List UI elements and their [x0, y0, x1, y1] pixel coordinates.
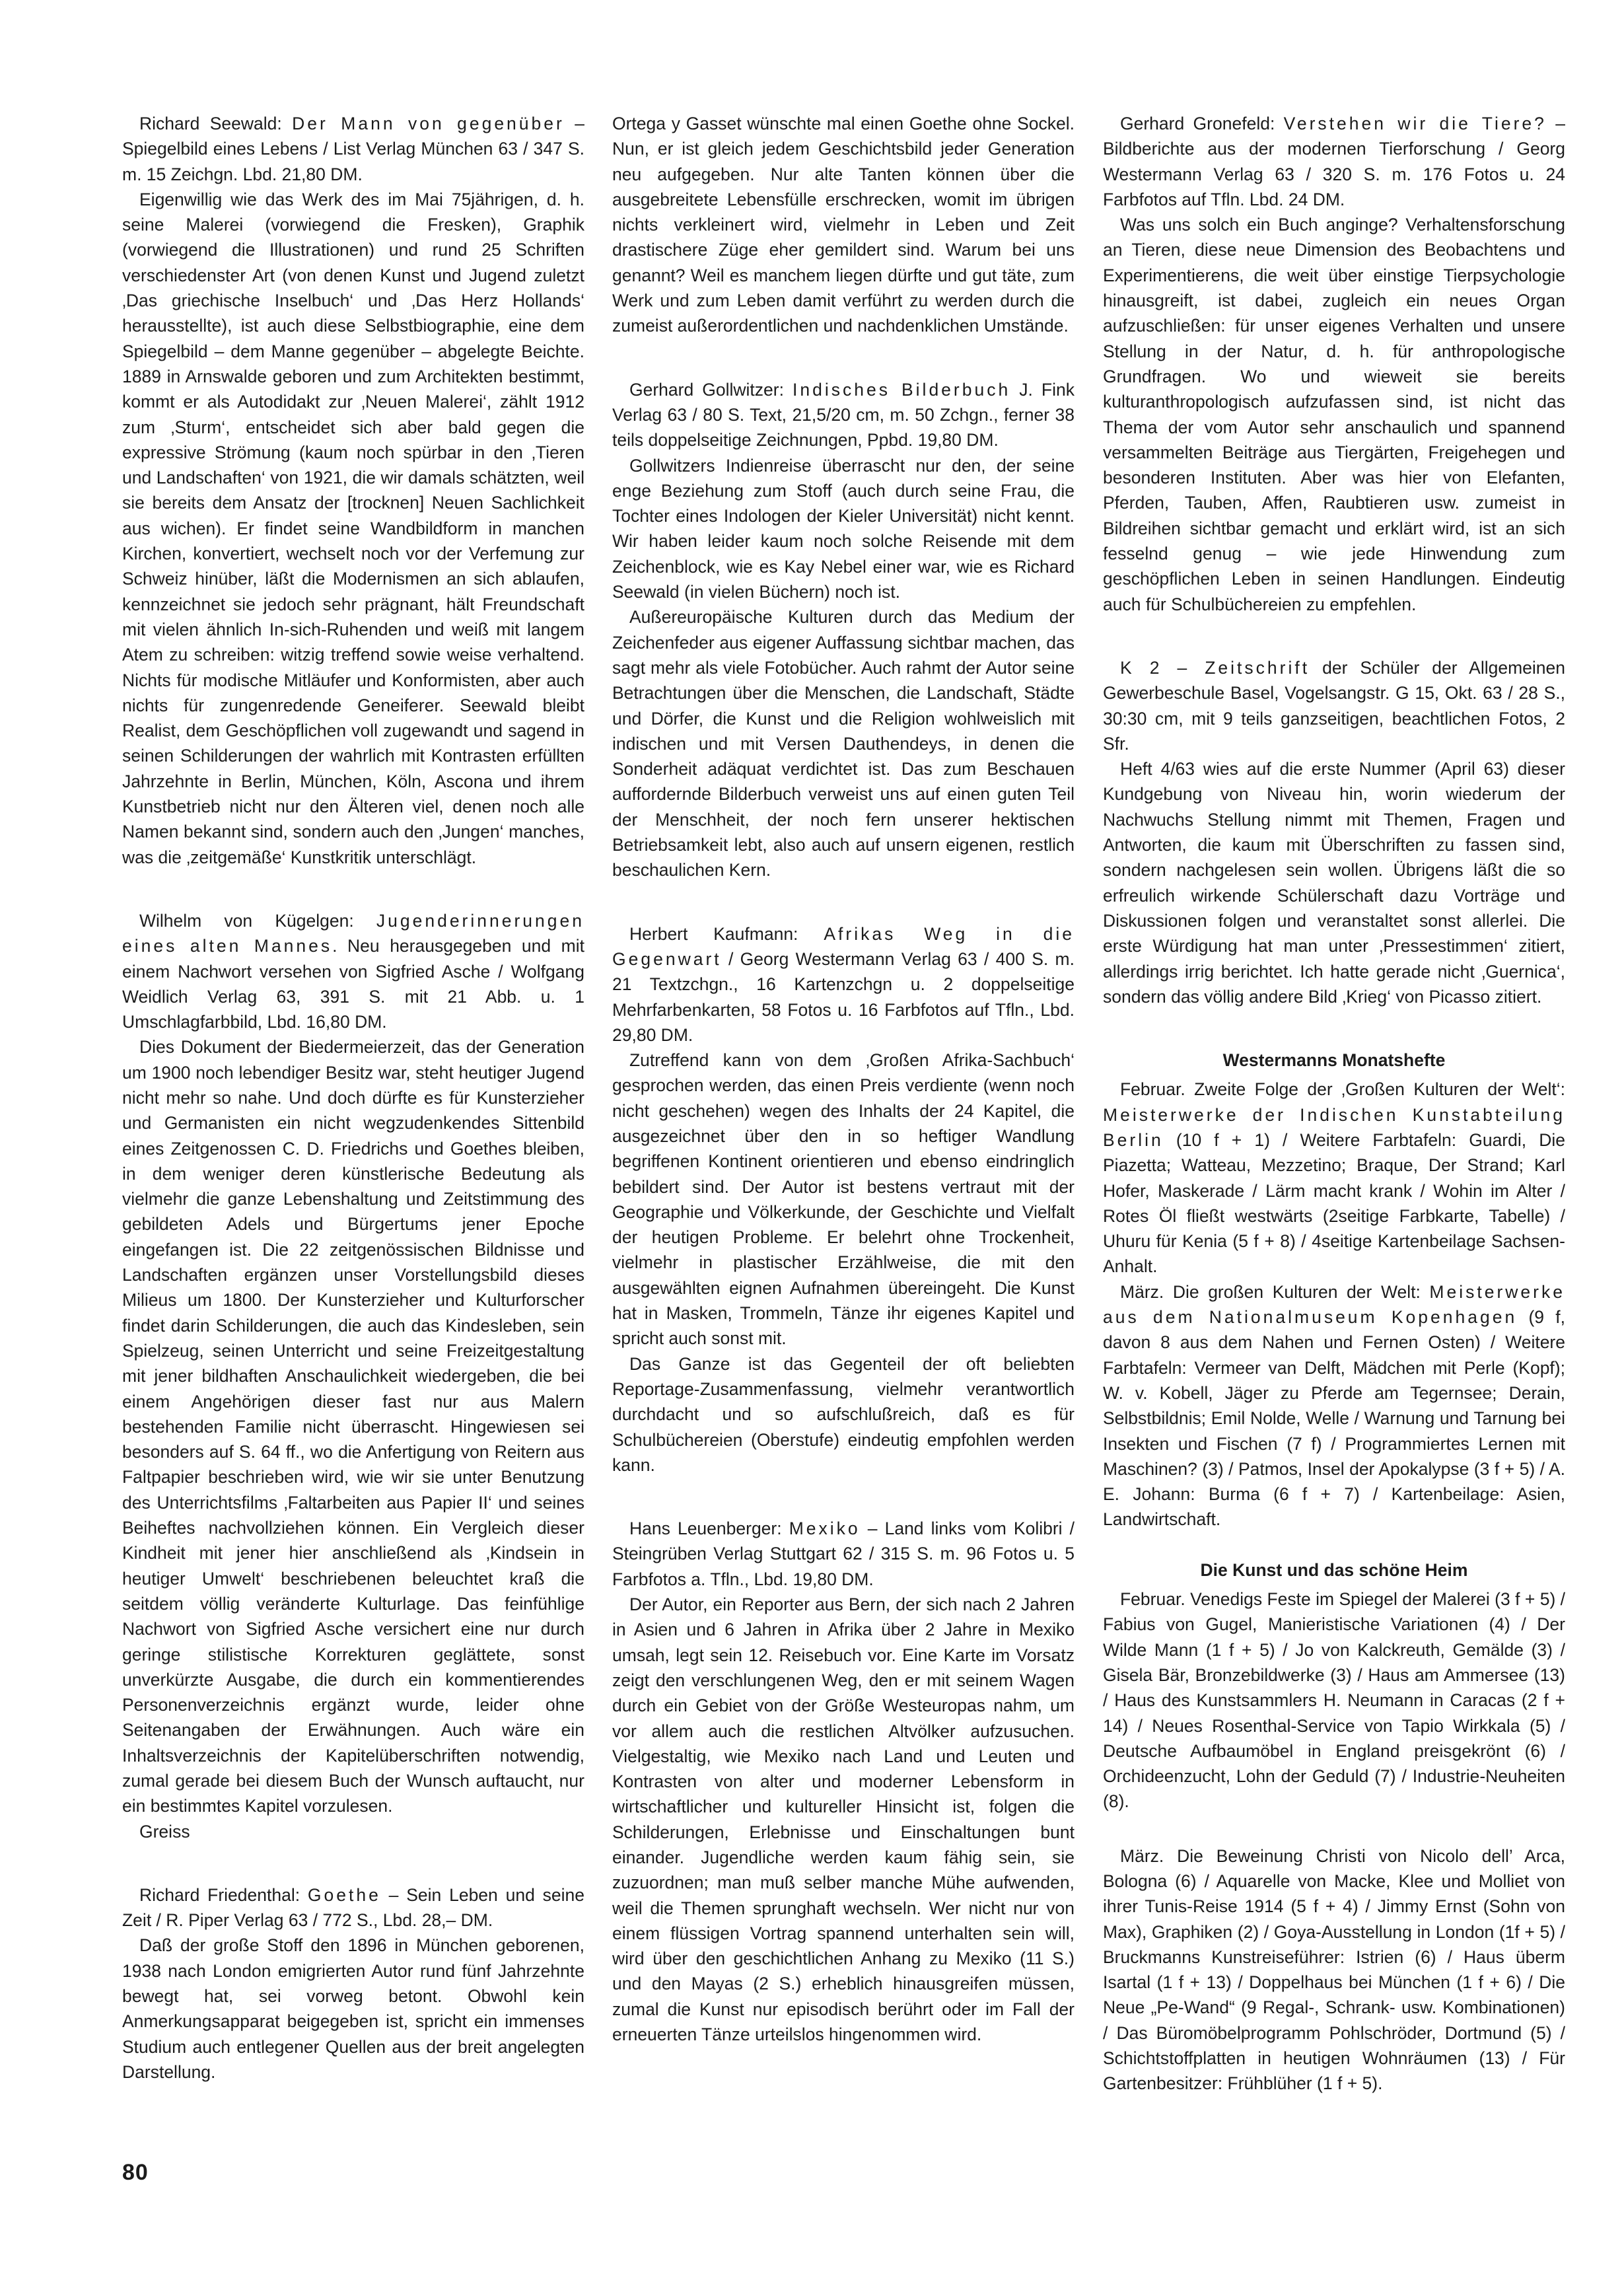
publication-details: – Spiegelbild eines Lebens / List Verlag München 63 / 347 S. m. 15 Zeichgn. Lbd. 21,80 DM. — [122, 114, 584, 184]
review-body: Eigenwillig wie das Werk des im Mai 75jährigen, d. h. seine Malerei (vorwiegend die Fresken), Graphik (vorwiegend die Illustrationen) und rund 25 Schriften verschiedenster Art (von denen Kunst und Jugend zuletzt ‚Das griechische Inselbuch‘ und ‚Das Herz Hollands‘ herausstellte), ist auch diese Selbstbiographie, eine dem Spiegelbild – dem Manne gegenüber – abgelegte Beichte. 1889 in Arnswalde geboren und zum Architekten bestimmt, kommt er als Autodidakt zur ‚Neuen Malerei‘, zählt 1912 zum ‚Sturm‘, entscheidet sich aber bald gegen die expressive Strömung (kaum noch spürbar in den ‚Tieren und Landschaften‘ von 1921, die wir damals schätzten, weil sie bereits dem Ansatz der [trocknen] Neuen Sachlichkeit aus wichen). Er findet seine Wandbildform in manchen Kirchen, konvertiert, wechselt noch vor der Verfemung zur Schweiz hinüber, läßt die Modernismen an sich ablaufen, kennzeichnet sie jedoch sehr prägnant, hält Freundschaft mit vielen ähnlich In-sich-Ruhenden und weiß mit langem Atem zu schreiben: witzig treffend sowie weise verhaltend. Nichts für modische Mitläufer und Konformisten, aber auch nichts für zungenredende Geneiferer. Seewald bleibt Realist, dem Geschöpflichen voll zugewandt und sagend in seinen Schilderungen der wahrlich mit Kontrasten erfüllten Jahrzehnte in Berlin, München, Köln, Ascona und ihrem Kunstbetrieb nicht nur den Älteren viel, denen noch alle Namen bekannt sind, sondern auch den ‚Jungen‘ manches, was die ‚zeitgemäße‘ Kunstkritik unterschlägt. — [122, 189, 584, 867]
review-heading — [122, 1882, 584, 1933]
review-gronefeld — [1103, 111, 1565, 617]
kunst-heim-march: März. Die Beweinung Christi von Nicolo dell’ Arca, Bologna (6) / Aquarelle von Macke, Klee und Molliet von ihrer Tunis-Reise 1914 (5 f + 4) / Jimmy Ernst (Sohn von Max), Graphiken (2) / Goya-Ausstellung in London (1f + 5) / Bruckmanns Kunstreiseführer: Istrien (6) / Haus überm Isartal (1 f + 13) / Doppelhaus bei München (1 f + 6) / Die Neue „Pe-Wand“ (9 Regal-, Schrank- usw. Kombinationen) / Das Büromöbelprogramm Pohlschröder, Dortmund (5) / Schichtstoffplatten in heutigen Wohnräumen (13) / Für Gartenbesitzer: Frühblüher (1 f + 5). — [1103, 1845, 1565, 2094]
book-title: Indisches Bilderbuch — [793, 379, 1011, 400]
publication-details: . Neu herausgegeben und mit einem Nachwort versehen von Sigfried Asche / Wolfgang Weidlich Verlag 63, 391 S. mit 21 Abb. u. 1 Umschlagfarbbild, Lbd. 16,80 DM. — [122, 936, 584, 1032]
review-friedenthal — [122, 1882, 584, 2085]
review-kuegelgen — [122, 908, 584, 1844]
column-1 — [122, 111, 584, 2085]
review-body: Gollwitzers Indienreise überrascht nur den, der seine enge Beziehung zum Stoff (auch durch seine Frau, die Tochter eines Indologen der Kieler Universität) nicht kennt. Wir haben leider kaum noch solche Reisende mit dem Zeichenblock, wie es Kay Nebel einer war, wie es Richard Seewald (in vielen Büchern) noch ist. — [612, 455, 1075, 602]
review-heading — [122, 111, 584, 187]
book-title: K 2 – Zeitschrift — [1120, 657, 1310, 678]
review-heading — [1103, 111, 1565, 212]
book-title: Afrikas Weg in die Gegenwart — [612, 923, 1075, 969]
section-heading-kunst-heim: Die Kunst und das schöne Heim — [1200, 1559, 1468, 1580]
book-title: Mexiko — [789, 1519, 861, 1539]
westermann-contents — [1103, 1077, 1565, 1532]
section-heading-westermann: Westermanns Monatshefte — [1222, 1050, 1446, 1071]
publication-details: – Bildberichte aus der modernen Tierforschung / Georg Westermann Verlag 63 / 320 S. m. 176 Fotos u. 24 Farbfotos auf Tfln. Lbd. 24 DM. — [1103, 114, 1565, 209]
review-body: Das Ganze ist das Gegenteil der oft beliebten Reportage-Zusammenfassung, vielmehr verantwortlich durchdacht und so aufschlußreich, daß es für Schulbüchereien (Oberstufe) eindeutig empfohlen werden kann. — [612, 1353, 1075, 1475]
review-body: Daß der große Stoff den 1896 in München geborenen, 1938 nach London emigrierten Autor rund fünf Jahrzehnte bewegt hat, sei vorweg betont. Obwohl kein Anmerkungsapparat beigegeben ist, spricht ein immenses Studium auch entlegener Quellen aus der breit angelegten Darstellung. — [122, 1935, 584, 2082]
review-signature: Greiss — [139, 1821, 190, 1842]
column-3 — [1103, 111, 1565, 2096]
review-heading — [612, 921, 1075, 1048]
review-leuenberger — [612, 1516, 1075, 2047]
review-heading — [122, 908, 584, 1034]
review-body: Was uns solch ein Buch anginge? Verhaltensforschung an Tieren, diese neue Dimension des Beobachtens und Experimentierens, die weit über einstige Tierpsychologie hinausgreift, ist dabei, zugleich ein neues Organ aufzuschließen: für unser eigenes Verhalten und unsere Stellung in der Natur, d. h. für anthropologische Grundfragen. Wo und wieweit sie bereits kulturanthropologisch aufzufassen sind, ist nicht das Thema der vom Autor sehr anschaulich und spannend versammelten Beiträge aus Tiergärten, Freigehegen und besonderen Instituten. Aber was hier von Elefanten, Pferden, Tauben, Affen, Raubtieren usw. zumeist in Bildreihen sichtbar gemacht und erklärt wird, ist an sich fesselnd genug – wie jede Hinwendung zum geschöpflichen Leben in seinen Handlungen. Eindeutig auch für Schulbüchereien zu empfehlen. — [1103, 215, 1565, 614]
book-title: Goethe — [307, 1884, 381, 1905]
kunst-heim-contents — [1103, 1587, 1565, 2096]
westermann-march: März. Die großen Kulturen der Welt: Meisterwerke aus dem Nationalmuseum Kopenhagen (9 f, davon 8 aus dem Nahen und Fernen Osten) / Weitere Farbtafeln: Vermeer van Delft, Mädchen mit Perle (Kopf); W. v. Kobell, Jäger zu Pferde am Tegernsee; Derain, Selbstbildnis; Emil Nolde, Welle / Warnung und Tarnung bei Insekten und Fischen (7 f) / Programmiertes Lernen mit Maschinen? (3) / Patmos, Insel der Apokalypse (3 f + 5) / A. E. Johann: Burma (6 f + 7) / Kartenbeilage: Asien, Landwirtschaft. — [1103, 1281, 1565, 1530]
review-heading — [612, 377, 1075, 453]
review-body: Ortega y Gasset wünschte mal einen Goethe ohne Sockel. Nun, er ist gleich jedem Geschichtsbild jeder Generation neu aufgegeben. Nur alte Tanten können über die ausgebreitete Lebensfülle erschrecken, womit im übrigen nichts verkleinert wird, vielmehr in Leben und Zeit drastischere Züge eher gemildert sind. Warum bei uns genannt? Weil es manchem liegen dürfte und gut täte, zum Werk und zum Leben damit verführt zu werden durch die zumeist außerordentlichen und nachdenklichen Umstände. — [612, 114, 1075, 336]
review-body: Der Autor, ein Reporter aus Bern, der sich nach 2 Jahren in Asien und 6 Jahren in Afrika über 2 Jahre in Mexiko umsah, legt sein 12. Reisebuch vor. Eine Karte im Vorsatz zeigt den verschlungenen Weg, den er mit seinem Wagen durch ein Gebiet von der Größe Westeuropas nahm, um vor allem auch die restlichen Altvölker aufzusuchen. Vielgestaltig, wie Mexiko nach Land und Leuten und Kontrasten von alter und moderner Lebensform in wirtschaftlicher und kultureller Hinsicht ist, folgen die Schilderungen, Erlebnisse und Einschaltungen bunt einander. Jugendliche werden kaum fähig sein, sie zuzuordnen; man muß selber manche Mühe aufwenden, weil die Themen sprunghaft wechseln. Wer nicht nur von einem flüssigen Vortrag spannend unterhalten sein will, wird über den geschichtlichen Anhang zu Mexiko (11 S.) und den Mayas (2 S.) erheblich hinausgreifen müssen, zumal die Kunst nur episodisch berührt oder im Fall der erneuerten Tänze urteilslos hingenommen wird. — [612, 1594, 1075, 2045]
book-title: Jugenderinnerungen eines alten Mannes — [122, 910, 584, 956]
author: Wilhelm von Kügelgen: — [139, 910, 376, 931]
publication-details: – Land links vom Kolibri / Steingrüben Verlag Stuttgart 62 / 315 S. m. 96 Fotos u. 5 Farbfotos a. Tfln., Lbd. 19,80 DM. — [612, 1519, 1075, 1589]
review-body: Heft 4/63 wies auf die erste Nummer (April 63) dieser Kundgebung von Niveau hin, worin wiederum der Nachwuchs Stellung nimmt mit Themen, Fragen und Antworten, die kaum mit Überschriften zu fassen sind, sondern nachgelesen sein wollen. Übrigens läßt die so erfreulich wirkende Schülerschaft dazu Vorträge und Diskussionen folgen und veranstaltet sonst allerlei. Die erste Würdigung hat man unter ‚Pressestimmen‘ zitiert, allerdings irrig berichtet. Ich hatte gerade nicht ‚Guernica‘, sondern das völlig andere Bild ‚Krieg‘ von Picasso zitiert. — [1103, 759, 1565, 1007]
author: Gerhard Gollwitzer: — [629, 379, 793, 400]
review-body: Außereuropäische Kulturen durch das Medium der Zeichenfeder aus eigener Auffassung sichtbar machen, das sagt mehr als viele Fotobücher. Auch rahmt der Autor seine Betrachtungen über die Menschen, die Landschaft, Städte und Dörfer, die Kunst und die Religion wohlweislich mit indischen und mit Versen Dauthendeys, in denen die Sonderheit adäquat verdichtet ist. Das zum Beschauen auffordernde Bilderbuch verweist uns auf einen guten Teil der Menschheit, der noch fern unserer hektischen Betriebsamkeit lebt, also auch auf unsern eigenen, restlich beschaulichen Kern. — [612, 607, 1075, 880]
author: Herbert Kaufmann: — [629, 923, 824, 944]
review-seewald — [122, 111, 584, 870]
review-kaufmann — [612, 921, 1075, 1478]
page-number: 80 — [122, 2160, 149, 2185]
kunst-heim-february: Februar. Venedigs Feste im Spiegel der Malerei (3 f + 5) / Fabius von Gugel, Manieristische Variationen (4) / Der Wilde Mann (1 f + 5) / Jo von Kalckreuth, Gemälde (3) / Gisela Bär, Bronzebildwerke (3) / Haus am Ammersee (13) / Haus des Kunstsammlers H. Neumann in Caracas (2 f + 14) / Neues Rosenthal-Service von Tapio Wirkkala (5) / Deutsche Aufbaumöbel in England preisgekrönt (6) / Orchideenzucht, Lohn der Geduld (7) / Industrie-Neuheiten (8). — [1103, 1589, 1565, 1812]
book-title: Verstehen wir die Tiere? — [1283, 114, 1547, 133]
publication-details: J. Fink Verlag 63 / 80 S. Text, 21,5/20 cm, m. 50 Zchgn., ferner 38 teils doppelseitige Zeichnungen, Ppbd. 19,80 DM. — [612, 379, 1075, 450]
review-gollwitzer — [612, 377, 1075, 883]
author: Hans Leuenberger: — [629, 1519, 789, 1539]
publication-details: / Georg Westermann Verlag 63 / 400 S. m. 21 Textzchgn., 16 Kartenzchgn u. 2 doppelseitige Mehrfarbenkarten, 58 Fotos u. 16 Farbfotos auf Tfln., Lbd. 29,80 DM. — [612, 948, 1075, 1045]
westermann-february: Februar. Zweite Folge der ‚Großen Kulturen der Welt‘: Meisterwerke der Indischen Kunstabteilung Berlin (10 f + 1) / Weitere Farbtafeln: Guardi, Die Piazetta; Watteau, Mezzetino; Braque, Der Strand; Karl Hofer, Maskerade / Lärm macht krank / Wohin im Alter / Rotes Öl fließt westwärts (2seitige Farbkarte, Tabelle) / Uhuru für Kenia (5 f + 8) / 4seitige Kartenbeilage Sachsen-Anhalt. — [1103, 1079, 1565, 1277]
publication-details: – Sein Leben und seine Zeit / R. Piper Verlag 63 / 772 S., Lbd. 28,– DM. — [122, 1884, 584, 1931]
publication-details: der Schüler der Allgemeinen Gewerbeschule Basel, Vogelsangstr. G 15, Okt. 63 / 28 S., 30:30 cm, mit 9 teils ganzseitigen, beachtlichen Fotos, 2 Sfr. — [1103, 657, 1565, 754]
author: Gerhard Gronefeld: — [1120, 114, 1284, 133]
review-body: Dies Dokument der Biedermeierzeit, das der Generation um 1900 noch lebendiger Besitz war, steht heutiger Jugend nicht mehr so nahe. Und doch dürfte es für Kunsterzieher und Germanisten ein nicht wegzudenkendes Sittenbild eines Zeitgenossen C. D. Friedrichs und Goethes bleiben, in dem weniger deren künstlerische Bedeutung als vielmehr die ganze Lebenshaltung und Zeitstimmung des gebildeten Adels und Bürgertums jener Epoche eingefangen ist. Die 22 zeitgenössischen Bildnisse und Landschaften ergänzen unser Vorstellungsbild dieses Milieus um 1800. Der Kunsterzieher und Kulturforscher findet darin Schilderungen, die auch das Kindesleben, sein Spielzeug, seinen Unterricht und seine Freizeitgestaltung mit jener bildhaften Anschaulichkeit wiedergeben, die bei einem Angehörigen dieser fast nur aus Malern bestehenden Familie nicht überrascht. Hingewiesen sei besonders auf S. 64 ff., wo die Anfertigung von Reitern aus Faltpapier beschrieben wird, wie wir sie unter Benutzung des Unterrichtsfilms ‚Faltarbeiten aus Papier II‘ und seines Beiheftes nachvollziehen können. Ein Vergleich dieser Kindheit mit jener hier anschließend als ‚Kindsein in heutiger Umwelt‘ beschriebenen beleuchtet kraß die seitdem völlig veränderte Kulturlage. Das feinfühlige Nachwort von Sigfried Asche versichert eine nur durch geringe stilistische Korrekturen geglättete, sonst unverkürzte Ausgabe, die durch ein kommentierendes Personenverzeichnis ergänzt wurde, leider ohne Seitenangaben der Erwähnungen. Auch wäre ein Inhaltsverzeichnis der Kapitelüberschriften notwendig, zumal gerade bei diesem Buch der Wunsch auftaucht, nur ein bestimmtes Kapitel vorzulesen. — [122, 1037, 584, 1816]
review-heading — [612, 1516, 1075, 1592]
author: Richard Friedenthal: — [139, 1884, 308, 1905]
column-2 — [612, 111, 1075, 2047]
review-k2 — [1103, 655, 1565, 1009]
author: Richard Seewald: — [139, 114, 293, 133]
review-friedenthal-continued — [612, 111, 1075, 339]
book-title: Der Mann von gegenüber — [292, 114, 565, 133]
review-heading — [1103, 655, 1565, 756]
review-body: Zutreffend kann von dem ‚Großen Afrika-Sachbuch‘ gesprochen werden, das einen Preis verdiente (wenn noch nicht geschehen) wegen des Inhalts der 24 Kapitel, die ausgezeichnet über den in so heftiger Wandlung begriffenen Kontinent orientieren und ebenso eindringlich bebildert sind. Der Autor ist bestens vertraut mit der Geographie und Völkerkunde, der Geschichte und Vielfalt der heutigen Probleme. Er belehrt ohne Trockenheit, vielmehr in plastischer Erzählweise, die mit den ausgewählten eignen Aufnahmen übereingeht. Die Kunst hat in Masken, Trommeln, Tänze ihr eigenes Kapitel und spricht auch sonst mit. — [612, 1050, 1075, 1349]
